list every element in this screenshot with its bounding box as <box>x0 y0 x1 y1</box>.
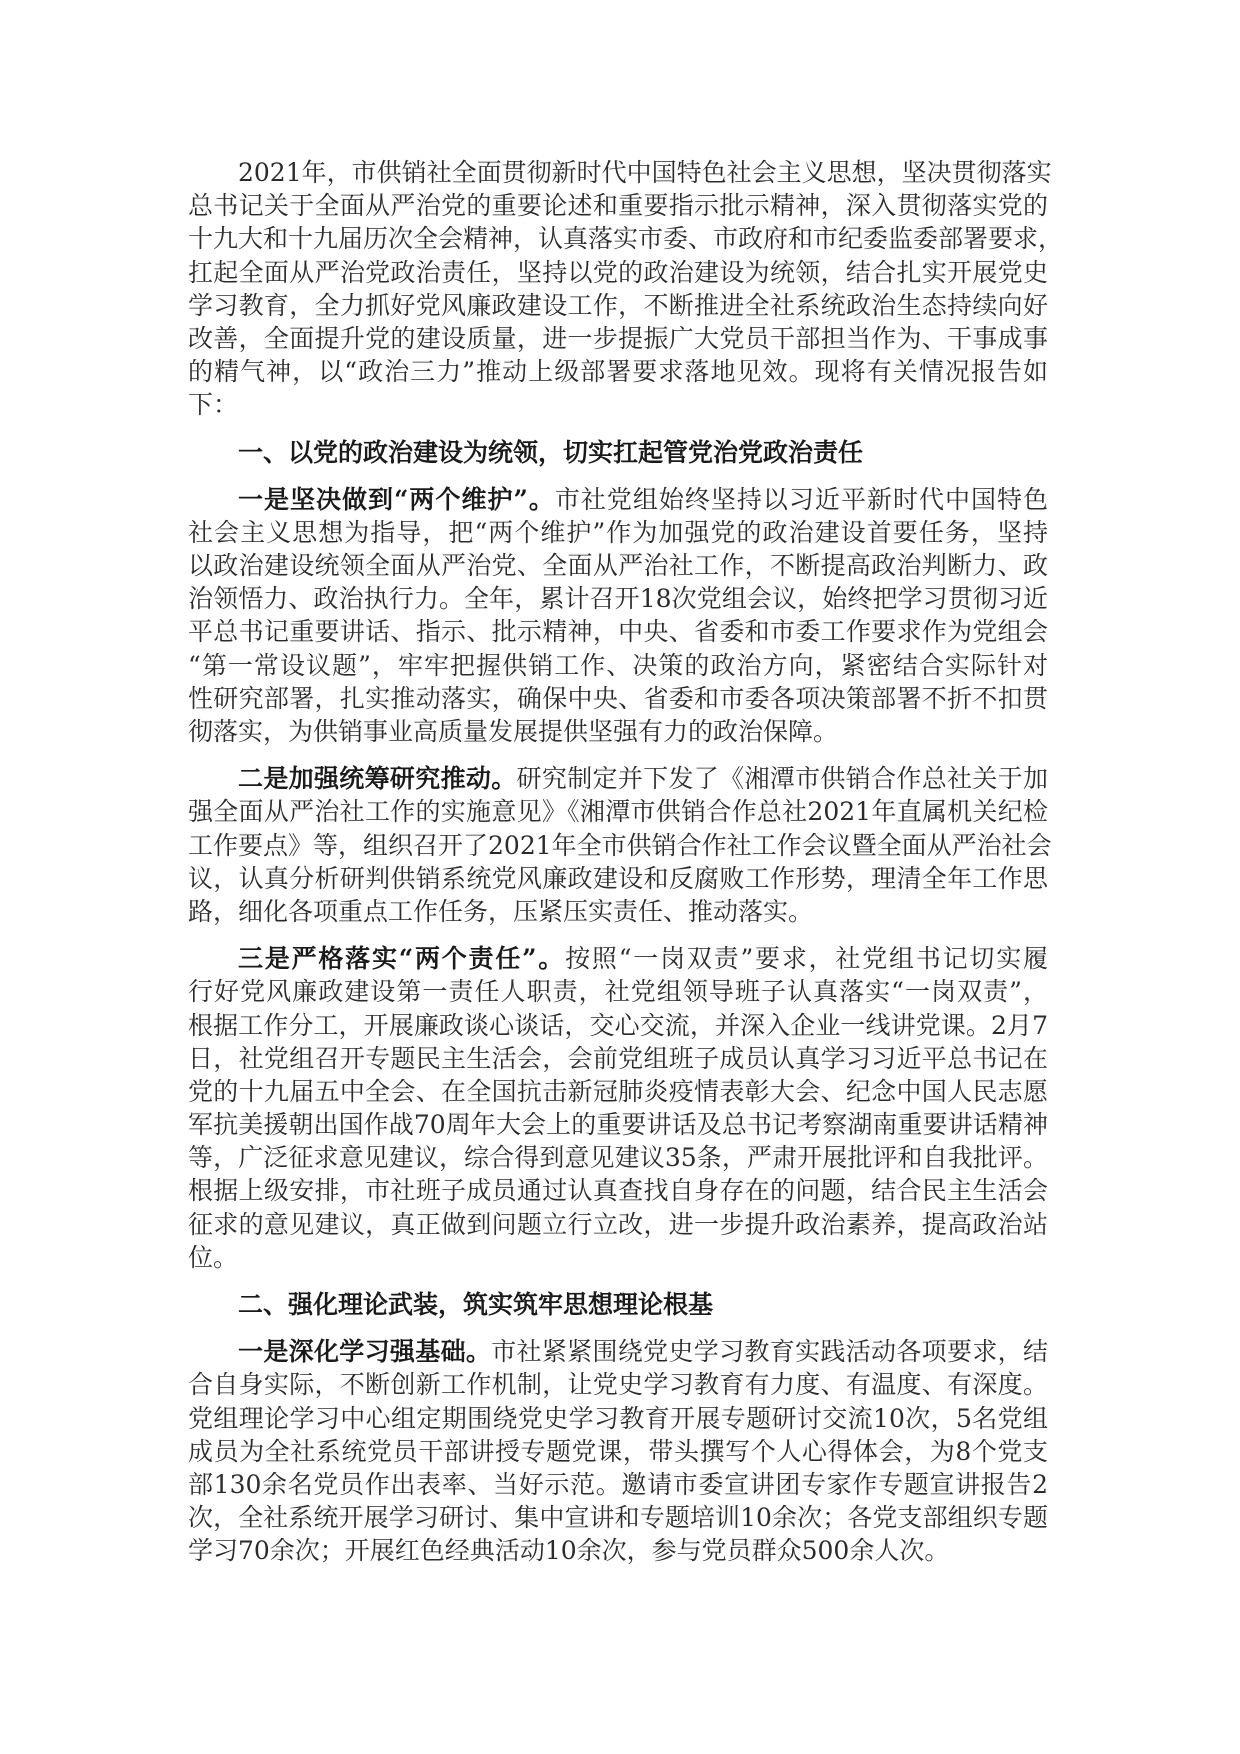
line-text: 根据工作分工，开展廉政谈心谈话，交心交流，并深入企业一线讲党课。2月7 <box>188 1010 1048 1040</box>
text-line <box>188 615 1048 648</box>
line-text: 党组理论学习中心组定期围绕党史学习教育开展专题研讨交流10次，5名党组 <box>188 1403 1048 1433</box>
text-line <box>188 436 1048 469</box>
paragraph <box>188 156 1064 422</box>
text-line <box>188 795 1048 828</box>
text-line <box>188 715 1048 748</box>
text-line <box>188 1501 1048 1534</box>
text-line <box>188 1174 1048 1207</box>
text-line <box>188 829 1052 862</box>
text-line <box>188 222 1064 255</box>
line-text: 路，细化各项重点工作任务，压紧压实责任、推动落实。 <box>188 896 814 926</box>
text-line <box>188 1468 1048 1501</box>
line-text: 部130余名党员作出表率、当好示范。邀请市委宣讲团专家作专题宣讲报告2 <box>188 1469 1048 1499</box>
line-text: 平总书记重要讲话、指示、批示精神，中央、省委和市委工作要求作为党组会 <box>188 617 1048 647</box>
text-line <box>188 682 1048 715</box>
text-line <box>188 582 1048 615</box>
line-text: 一、以党的政治建设为统领，切实扛起管党治党政治责任 <box>238 437 864 467</box>
line-text: 强全面从严治社工作的实施意见》《湘潭市供销合作总社2021年直属机关纪检 <box>188 797 1048 827</box>
line-text: “第一常设议题”，牢牢把握供销工作、决策的政治方向，紧密结合实际针对 <box>188 650 1048 680</box>
line-text: 二、强化理论武装，筑实筑牢思想理论根基 <box>238 1290 714 1319</box>
line-text: 党的十九届五中全会、在全国抗击新冠肺炎疫情表彰大会、纪念中国人民志愿 <box>188 1076 1048 1106</box>
text-line <box>188 942 1048 975</box>
text-line <box>188 1241 1048 1274</box>
section-heading <box>188 436 1048 469</box>
text-line <box>188 289 1048 322</box>
line-text: 日，社党组召开专题民主生活会，会前党组班子成员认真学习习近平总书记在 <box>188 1043 1048 1073</box>
text-line <box>188 516 1048 549</box>
line-text: 征求的意见建议，真正做到问题立行立改，进一步提升政治素养，提高政治站 <box>188 1209 1048 1239</box>
line-text: 研究制定并下发了《湘潭市供销合作总社关于加 <box>516 764 1048 794</box>
text-line <box>188 649 1048 682</box>
text-line <box>188 762 1048 795</box>
line-text: 工作要点》等，组织召开了2021年全市供销合作社工作会议暨全面从严治社会 <box>188 830 1052 860</box>
text-line <box>188 895 1048 928</box>
paragraph <box>188 942 1048 1274</box>
line-text: 学习70余次；开展红色经典活动10余次，参与党员群众500余人次。 <box>188 1536 950 1566</box>
line-text: 市社紧紧围绕党史学习教育实践活动各项要求，结 <box>491 1337 1048 1367</box>
text-line <box>188 862 1048 895</box>
line-text: 下： <box>188 390 239 420</box>
text-line <box>188 1288 1048 1321</box>
text-line <box>188 1335 1048 1368</box>
line-text: 根据上级安排，市社班子成员通过认真查找自身存在的问题，结合民主生活会 <box>188 1176 1048 1206</box>
text-line <box>188 1402 1048 1435</box>
paragraph-lead: 三是严格落实“两个责任”。 <box>238 944 566 974</box>
line-text: 行好党风廉政建设第一责任人职责，社党组领导班子认真落实“一岗双责”， <box>188 977 1048 1007</box>
paragraph-lead: 一是深化学习强基础。 <box>238 1337 492 1367</box>
text-line <box>188 1368 1048 1401</box>
paragraph-lead: 二是加强统筹研究推动。 <box>238 764 517 794</box>
line-text: 2021年，市供销社全面贯彻新时代中国特色社会主义思想，坚决贯彻落实 <box>238 158 1052 187</box>
line-text: 军抗美援朝出国作战70周年大会上的重要讲话及总书记考察湖南重要讲话精神 <box>188 1110 1048 1140</box>
text-line <box>188 483 1048 516</box>
line-text: 十九大和十九届历次全会精神，认真落实市委、市政府和市纪委监委部署要求， <box>188 224 1064 254</box>
line-text: 次，全社系统开展学习研讨、集中宣讲和专题培训10余次；各党支部组织专题 <box>188 1503 1048 1533</box>
line-text: 以政治建设统领全面从严治党、全面从严治社工作，不断提高政治判断力、政 <box>188 551 1048 581</box>
line-text: 彻落实，为供销事业高质量发展提供坚强有力的政治保障。 <box>188 717 839 746</box>
line-text: 总书记关于全面从严治党的重要论述和重要指示批示精神，深入贯彻落实党的 <box>188 191 1048 221</box>
line-text: 位。 <box>188 1242 239 1272</box>
line-text: 性研究部署，扎实推动落实，确保中央、省委和市委各项决策部署不折不扣贯 <box>188 683 1048 713</box>
text-line <box>188 1009 1048 1042</box>
line-text: 扛起全面从严治党政治责任，坚持以党的政治建设为统领，结合扎实开展党史 <box>188 257 1048 287</box>
line-text: 治领悟力、政治执行力。全年，累计召开18次党组会议，始终把学习贯彻习近 <box>188 584 1048 614</box>
line-text: 等，广泛征求意见建议，综合得到意见建议35条，严肃开展批评和自我批评。 <box>188 1143 1048 1173</box>
line-text: 按照“一岗双责”要求，社党组书记切实履 <box>565 944 1048 974</box>
text-line <box>188 1208 1048 1241</box>
text-line <box>188 355 1048 388</box>
line-text: 的精气神，以“政治三力”推动上级部署要求落地见效。现将有关情况报告如 <box>188 357 1048 387</box>
paragraph <box>188 762 1052 928</box>
document-body <box>188 156 1064 1582</box>
text-line <box>188 1075 1048 1108</box>
line-text: 社会主义思想为指导，把“两个维护”作为加强党的政治建设首要任务，坚持 <box>188 517 1048 547</box>
line-text: 成员为全社系统党员干部讲授专题党课，带头撰写个人心得体会，为8个党支 <box>188 1436 1048 1466</box>
text-line <box>188 1435 1048 1468</box>
text-line <box>188 156 1052 189</box>
text-line <box>188 975 1048 1008</box>
text-line <box>188 388 1048 421</box>
line-text: 市社党组始终坚持以习近平新时代中国特色 <box>554 484 1048 514</box>
paragraph-lead: 一是坚决做到“两个维护”。 <box>238 484 555 514</box>
line-text: 改善，全面提升党的建设质量，进一步提振广大党员干部担当作为、干事成事 <box>188 323 1048 353</box>
line-text: 合自身实际，不断创新工作机制，让党史学习教育有力度、有温度、有深度。 <box>188 1370 1048 1400</box>
text-line <box>188 1042 1048 1075</box>
text-line <box>188 549 1048 582</box>
paragraph <box>188 483 1048 749</box>
paragraph <box>188 1335 1048 1567</box>
section-heading <box>188 1288 1048 1321</box>
text-line <box>188 189 1048 222</box>
text-line <box>188 256 1048 289</box>
line-text: 学习教育，全力抓好党风廉政建设工作，不断推进全社系统政治生态持续向好 <box>188 290 1048 320</box>
line-text: 议，认真分析研判供销系统党风廉政建设和反腐败工作形势，理清全年工作思 <box>188 863 1048 893</box>
text-line <box>188 1141 1048 1174</box>
text-line <box>188 1108 1048 1141</box>
text-line <box>188 1534 1048 1567</box>
text-line <box>188 322 1048 355</box>
